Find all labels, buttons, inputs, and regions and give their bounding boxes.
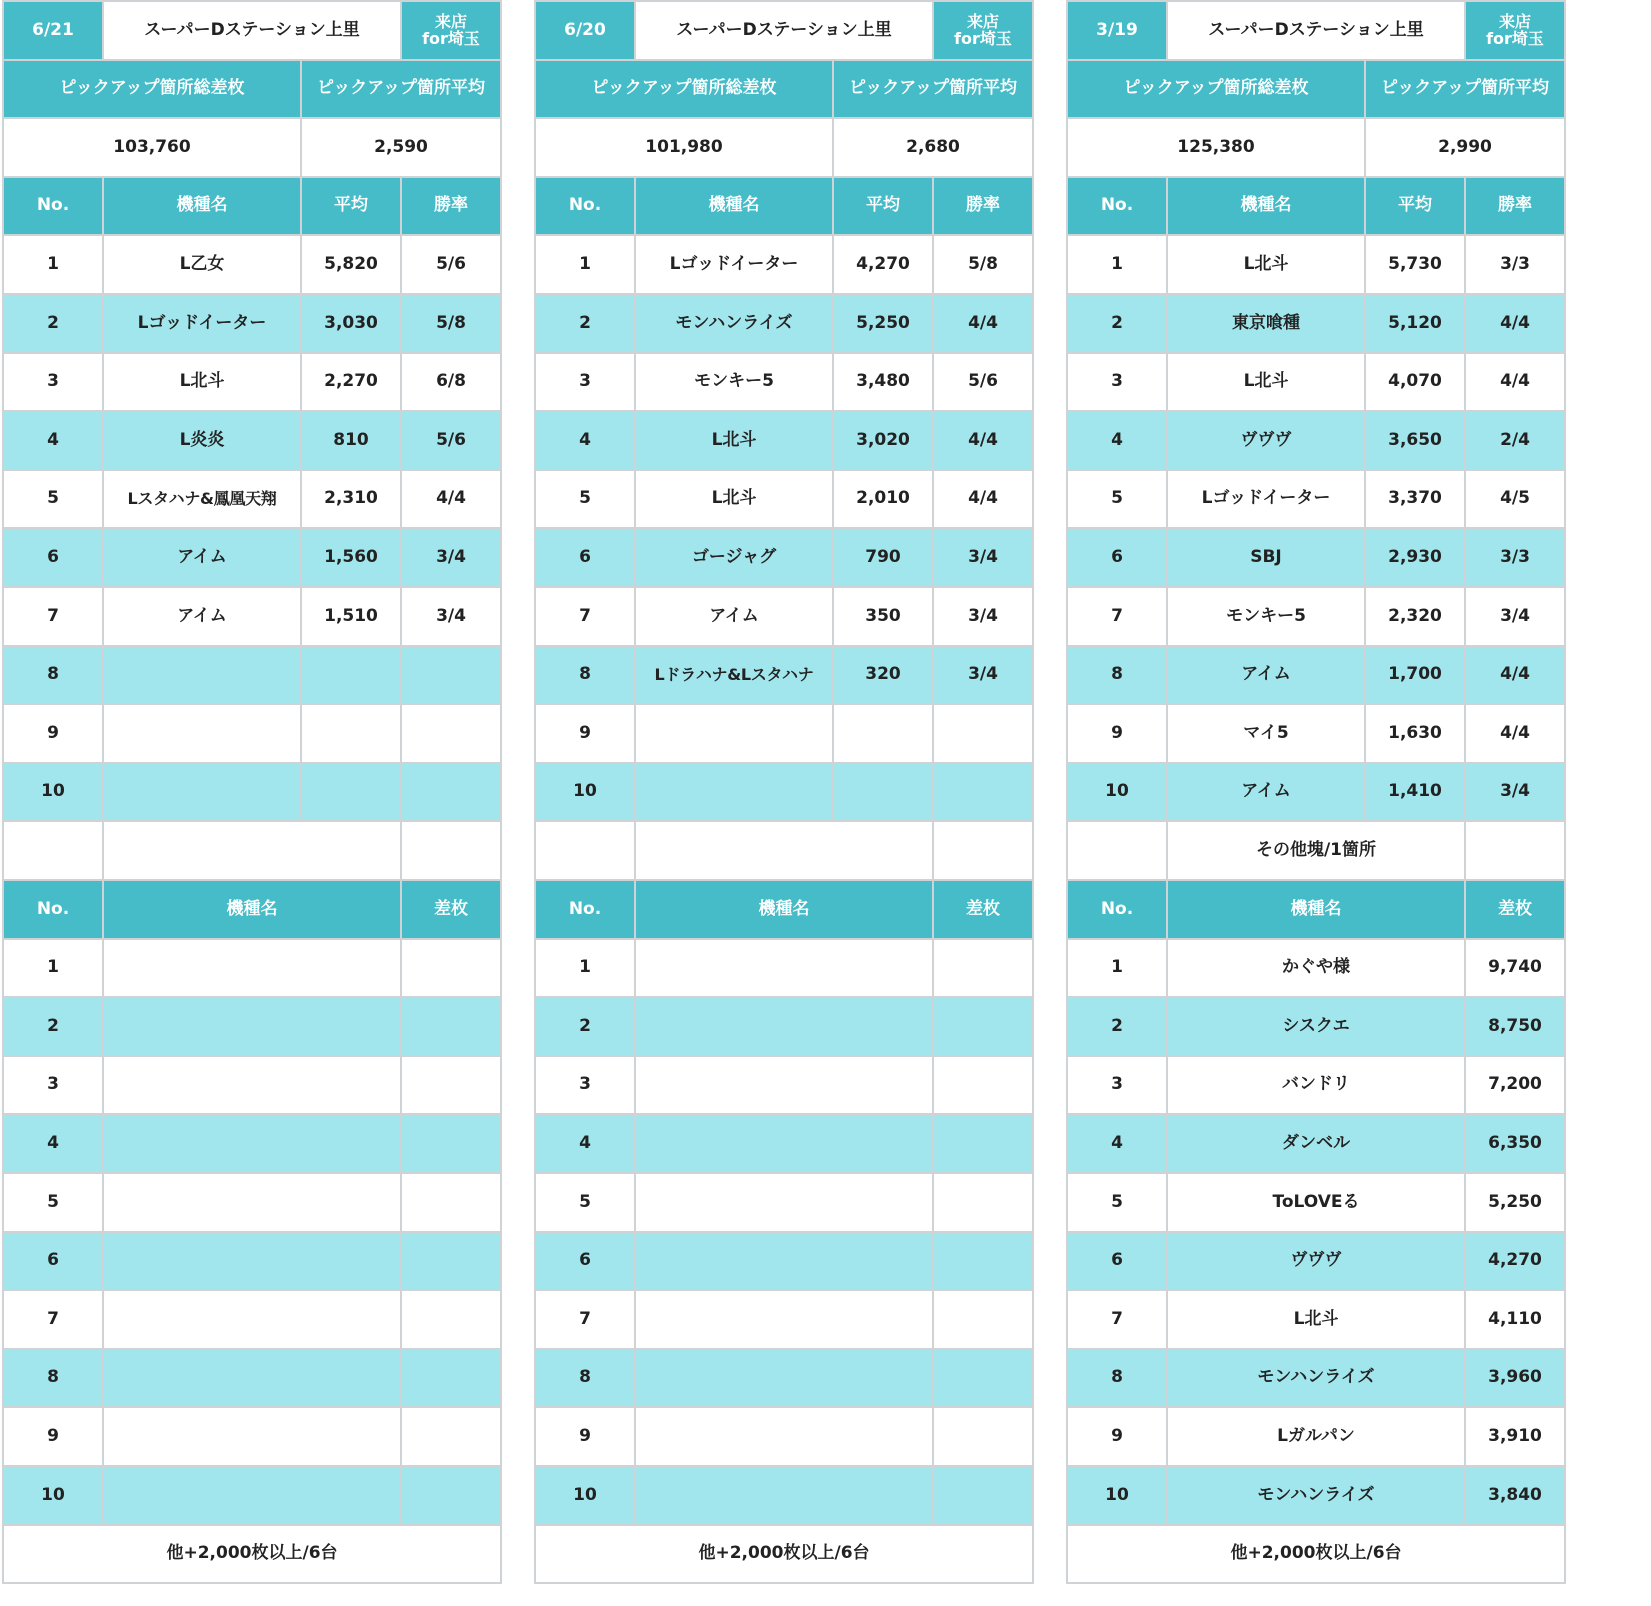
- model-name: [634, 762, 834, 822]
- diff-value: [932, 1231, 1034, 1291]
- row-number: 2: [2, 996, 104, 1057]
- model-name: Lスタハナ&鳳凰天翔: [102, 469, 302, 529]
- date-cell: 6/21: [2, 0, 104, 61]
- win-rate: [932, 703, 1034, 764]
- model-name: [634, 1172, 934, 1233]
- row-number: 4: [534, 1113, 636, 1174]
- row-number: 6: [2, 1231, 104, 1291]
- report-panel-1: [2, 0, 530, 1606]
- row-number: 9: [2, 1406, 104, 1467]
- average-value: [832, 703, 934, 764]
- col-header-model: 機種名: [102, 176, 302, 236]
- model-name: L北斗: [1166, 1289, 1466, 1350]
- row-number: 6: [534, 1231, 636, 1291]
- model-name: Lドラハナ&Lスタハナ: [634, 645, 834, 705]
- model-name: アイム: [1166, 645, 1366, 705]
- model-name: モンキー5: [634, 352, 834, 412]
- model-name: L北斗: [1166, 234, 1366, 295]
- win-rate: 6/8: [400, 352, 502, 412]
- footer-note: 他+2,000枚以上/6台: [2, 1524, 502, 1584]
- model-name: モンハンライズ: [1166, 1465, 1466, 1526]
- row-number: 6: [2, 527, 104, 588]
- row-number: 10: [2, 762, 104, 822]
- model-name: ゴージャグ: [634, 527, 834, 588]
- win-rate: 3/3: [1464, 234, 1566, 295]
- win-rate: 4/4: [1464, 645, 1566, 705]
- note-text: その他塊/1箇所: [1166, 820, 1466, 881]
- row-number: 10: [534, 762, 636, 822]
- row-number: 6: [1066, 527, 1168, 588]
- win-rate: 3/3: [1464, 527, 1566, 588]
- win-rate: 5/6: [400, 410, 502, 471]
- win-rate: 4/4: [1464, 352, 1566, 412]
- row-number: 8: [534, 645, 636, 705]
- win-rate: 5/8: [932, 234, 1034, 295]
- row-number: 5: [2, 469, 104, 529]
- model-name: シスクエ: [1166, 996, 1466, 1057]
- total-diff-value: 103,760: [2, 117, 302, 178]
- average-value: 5,120: [1364, 293, 1466, 354]
- row-number: 10: [534, 1465, 636, 1526]
- win-rate: 4/4: [932, 293, 1034, 354]
- model-name: [634, 938, 934, 998]
- model-name: ヴヴヴ: [1166, 410, 1366, 471]
- total-diff-label: ピックアップ箇所総差枚: [1066, 59, 1366, 119]
- diff-value: 3,840: [1464, 1465, 1566, 1526]
- win-rate: 3/4: [932, 645, 1034, 705]
- col-header-average: 平均: [300, 176, 402, 236]
- row-number: 1: [2, 234, 104, 295]
- model-name: [634, 703, 834, 764]
- row-number: 9: [2, 703, 104, 764]
- diff-value: 9,740: [1464, 938, 1566, 998]
- row-number: 5: [534, 469, 636, 529]
- win-rate: 4/4: [1464, 703, 1566, 764]
- average-value: 3,480: [832, 352, 934, 412]
- row-number: 4: [1066, 1113, 1168, 1174]
- win-rate: 5/6: [932, 352, 1034, 412]
- model-name: [102, 1231, 402, 1291]
- col-header-average: 平均: [1364, 176, 1466, 236]
- model-name: [102, 938, 402, 998]
- model-name: [634, 996, 934, 1057]
- model-name: ToLOVEる: [1166, 1172, 1466, 1233]
- model-name: アイム: [102, 586, 302, 647]
- model-name: [634, 1113, 934, 1174]
- row-number: 6: [1066, 1231, 1168, 1291]
- row-number: 1: [2, 938, 104, 998]
- row-number: 7: [534, 586, 636, 647]
- model-name: [634, 1406, 934, 1467]
- average-value: 2,310: [300, 469, 402, 529]
- note-spacer: [400, 820, 502, 881]
- win-rate: 4/4: [400, 469, 502, 529]
- average-value: 2,590: [300, 117, 502, 178]
- model-name: マイ5: [1166, 703, 1366, 764]
- footer-note: 他+2,000枚以上/6台: [1066, 1524, 1566, 1584]
- diff-value: [932, 1406, 1034, 1467]
- model-name: [102, 996, 402, 1057]
- row-number: 10: [2, 1465, 104, 1526]
- badge-line-2: for埼玉: [954, 28, 1012, 48]
- average-value: 3,020: [832, 410, 934, 471]
- row-number: 3: [534, 352, 636, 412]
- store-name: スーパーDステーション上里: [1166, 0, 1466, 61]
- diff-value: [400, 1406, 502, 1467]
- row-number: 4: [534, 410, 636, 471]
- note-spacer: [932, 820, 1034, 881]
- average-label: ピックアップ箇所平均: [1364, 59, 1566, 119]
- win-rate: 5/8: [400, 293, 502, 354]
- win-rate: [400, 645, 502, 705]
- model-name: [102, 762, 302, 822]
- col-header-win-rate: 勝率: [932, 176, 1034, 236]
- model-name: ダンベル: [1166, 1113, 1466, 1174]
- win-rate: 5/6: [400, 234, 502, 295]
- col-header-diff: 差枚: [1464, 879, 1566, 940]
- note-spacer: [1066, 820, 1168, 881]
- row-number: 2: [1066, 293, 1168, 354]
- model-name: L炎炎: [102, 410, 302, 471]
- win-rate: 4/5: [1464, 469, 1566, 529]
- diff-value: [400, 1465, 502, 1526]
- col-header-diff: 差枚: [932, 879, 1034, 940]
- report-panel-2: [534, 0, 1062, 1606]
- col-header-no: No.: [534, 176, 636, 236]
- win-rate: 2/4: [1464, 410, 1566, 471]
- average-value: [300, 645, 402, 705]
- model-name: モンキー5: [1166, 586, 1366, 647]
- average-value: 2,680: [832, 117, 1034, 178]
- row-number: 7: [2, 1289, 104, 1350]
- diff-value: 4,110: [1464, 1289, 1566, 1350]
- row-number: 9: [1066, 703, 1168, 764]
- diff-value: [400, 1113, 502, 1174]
- average-value: 2,930: [1364, 527, 1466, 588]
- diff-value: [400, 1231, 502, 1291]
- row-number: 8: [1066, 1348, 1168, 1408]
- average-value: 2,320: [1364, 586, 1466, 647]
- average-value: 5,250: [832, 293, 934, 354]
- diff-value: [932, 1055, 1034, 1115]
- average-label: ピックアップ箇所平均: [832, 59, 1034, 119]
- win-rate: 4/4: [932, 469, 1034, 529]
- win-rate: 3/4: [1464, 762, 1566, 822]
- report-panel-3: [1066, 0, 1594, 1606]
- average-label: ピックアップ箇所平均: [300, 59, 502, 119]
- col-header-no: No.: [1066, 176, 1168, 236]
- diff-value: [932, 1348, 1034, 1408]
- badge-line-1: 来店: [1498, 11, 1531, 31]
- model-name: [634, 1348, 934, 1408]
- row-number: 7: [1066, 586, 1168, 647]
- row-number: 5: [2, 1172, 104, 1233]
- row-number: 1: [534, 938, 636, 998]
- average-value: 2,010: [832, 469, 934, 529]
- diff-value: [400, 1172, 502, 1233]
- model-name: L乙女: [102, 234, 302, 295]
- average-value: 5,730: [1364, 234, 1466, 295]
- win-rate: 4/4: [1464, 293, 1566, 354]
- col-header-no: No.: [2, 176, 104, 236]
- row-number: 3: [2, 1055, 104, 1115]
- row-number: 3: [534, 1055, 636, 1115]
- average-value: 4,270: [832, 234, 934, 295]
- model-name: アイム: [102, 527, 302, 588]
- total-diff-label: ピックアップ箇所総差枚: [534, 59, 834, 119]
- model-name: [634, 1465, 934, 1526]
- win-rate: [932, 762, 1034, 822]
- model-name: Lガルパン: [1166, 1406, 1466, 1467]
- model-name: L北斗: [102, 352, 302, 412]
- badge-line-1: 来店: [434, 11, 467, 31]
- date-cell: 3/19: [1066, 0, 1168, 61]
- row-number: 3: [1066, 352, 1168, 412]
- average-value: 1,510: [300, 586, 402, 647]
- model-name: バンドリ: [1166, 1055, 1466, 1115]
- win-rate: 3/4: [932, 527, 1034, 588]
- row-number: 8: [534, 1348, 636, 1408]
- total-diff-value: 125,380: [1066, 117, 1366, 178]
- row-number: 9: [1066, 1406, 1168, 1467]
- col-header-no: No.: [2, 879, 104, 940]
- diff-value: [932, 1289, 1034, 1350]
- model-name: Lゴッドイーター: [1166, 469, 1366, 529]
- average-value: 1,700: [1364, 645, 1466, 705]
- diff-value: [400, 1348, 502, 1408]
- win-rate: 3/4: [1464, 586, 1566, 647]
- row-number: 1: [1066, 234, 1168, 295]
- col-header-win-rate: 勝率: [400, 176, 502, 236]
- col-header-diff: 差枚: [400, 879, 502, 940]
- total-diff-value: 101,980: [534, 117, 834, 178]
- diff-value: [932, 1172, 1034, 1233]
- model-name: L北斗: [634, 410, 834, 471]
- diff-value: [400, 1289, 502, 1350]
- diff-value: 5,250: [1464, 1172, 1566, 1233]
- row-number: 9: [534, 703, 636, 764]
- row-number: 4: [2, 1113, 104, 1174]
- col-header-no: No.: [534, 879, 636, 940]
- badge-line-1: 来店: [966, 11, 999, 31]
- average-value: [300, 703, 402, 764]
- win-rate: 3/4: [400, 527, 502, 588]
- col-header-model: 機種名: [634, 879, 934, 940]
- row-number: 5: [534, 1172, 636, 1233]
- win-rate: 4/4: [932, 410, 1034, 471]
- model-name: [102, 1465, 402, 1526]
- model-name: [634, 1055, 934, 1115]
- row-number: 10: [1066, 762, 1168, 822]
- note-spacer: [2, 820, 104, 881]
- diff-value: [932, 996, 1034, 1057]
- diff-value: [400, 996, 502, 1057]
- average-value: [832, 762, 934, 822]
- visit-badge: [1464, 0, 1566, 61]
- col-header-model: 機種名: [1166, 176, 1366, 236]
- average-value: 3,650: [1364, 410, 1466, 471]
- store-name: スーパーDステーション上里: [102, 0, 402, 61]
- total-diff-label: ピックアップ箇所総差枚: [2, 59, 302, 119]
- average-value: 320: [832, 645, 934, 705]
- average-value: 2,990: [1364, 117, 1566, 178]
- diff-value: 6,350: [1464, 1113, 1566, 1174]
- row-number: 3: [1066, 1055, 1168, 1115]
- win-rate: 3/4: [932, 586, 1034, 647]
- win-rate: 3/4: [400, 586, 502, 647]
- average-value: 1,560: [300, 527, 402, 588]
- average-value: 790: [832, 527, 934, 588]
- average-value: [300, 762, 402, 822]
- model-name: かぐや様: [1166, 938, 1466, 998]
- row-number: 5: [1066, 1172, 1168, 1233]
- col-header-model: 機種名: [1166, 879, 1466, 940]
- model-name: [102, 1289, 402, 1350]
- col-header-model: 機種名: [634, 176, 834, 236]
- average-value: 3,030: [300, 293, 402, 354]
- row-number: 8: [2, 1348, 104, 1408]
- visit-badge: [932, 0, 1034, 61]
- diff-value: 3,910: [1464, 1406, 1566, 1467]
- diff-value: [932, 938, 1034, 998]
- diff-value: 4,270: [1464, 1231, 1566, 1291]
- diff-value: [400, 938, 502, 998]
- col-header-no: No.: [1066, 879, 1168, 940]
- row-number: 2: [2, 293, 104, 354]
- row-number: 7: [1066, 1289, 1168, 1350]
- store-name: スーパーDステーション上里: [634, 0, 934, 61]
- average-value: 350: [832, 586, 934, 647]
- model-name: [634, 1289, 934, 1350]
- model-name: アイム: [1166, 762, 1366, 822]
- note-text: [634, 820, 934, 881]
- model-name: [102, 1348, 402, 1408]
- row-number: 9: [534, 1406, 636, 1467]
- row-number: 2: [534, 293, 636, 354]
- row-number: 2: [534, 996, 636, 1057]
- model-name: ヴヴヴ: [1166, 1231, 1466, 1291]
- diff-value: [400, 1055, 502, 1115]
- col-header-win-rate: 勝率: [1464, 176, 1566, 236]
- model-name: Lゴッドイーター: [102, 293, 302, 354]
- average-value: 2,270: [300, 352, 402, 412]
- average-value: 1,410: [1364, 762, 1466, 822]
- win-rate: [400, 703, 502, 764]
- diff-value: 7,200: [1464, 1055, 1566, 1115]
- row-number: 6: [534, 527, 636, 588]
- diff-value: 8,750: [1464, 996, 1566, 1057]
- model-name: モンハンライズ: [634, 293, 834, 354]
- row-number: 5: [1066, 469, 1168, 529]
- average-value: 5,820: [300, 234, 402, 295]
- visit-badge: [400, 0, 502, 61]
- model-name: [102, 1055, 402, 1115]
- row-number: 2: [1066, 996, 1168, 1057]
- model-name: [102, 1172, 402, 1233]
- model-name: SBJ: [1166, 527, 1366, 588]
- average-value: 810: [300, 410, 402, 471]
- model-name: Lゴッドイーター: [634, 234, 834, 295]
- row-number: 8: [1066, 645, 1168, 705]
- average-value: 4,070: [1364, 352, 1466, 412]
- model-name: [102, 1113, 402, 1174]
- diff-value: [932, 1113, 1034, 1174]
- row-number: 1: [534, 234, 636, 295]
- row-number: 7: [2, 586, 104, 647]
- average-value: 1,630: [1364, 703, 1466, 764]
- badge-line-2: for埼玉: [1486, 28, 1544, 48]
- model-name: 東京喰種: [1166, 293, 1366, 354]
- row-number: 8: [2, 645, 104, 705]
- row-number: 4: [2, 410, 104, 471]
- row-number: 1: [1066, 938, 1168, 998]
- diff-value: [932, 1465, 1034, 1526]
- row-number: 10: [1066, 1465, 1168, 1526]
- model-name: [634, 1231, 934, 1291]
- model-name: [102, 703, 302, 764]
- row-number: 7: [534, 1289, 636, 1350]
- col-header-model: 機種名: [102, 879, 402, 940]
- note-spacer: [1464, 820, 1566, 881]
- diff-value: 3,960: [1464, 1348, 1566, 1408]
- footer-note: 他+2,000枚以上/6台: [534, 1524, 1034, 1584]
- average-value: 3,370: [1364, 469, 1466, 529]
- badge-line-2: for埼玉: [422, 28, 480, 48]
- col-header-average: 平均: [832, 176, 934, 236]
- row-number: 4: [1066, 410, 1168, 471]
- note-text: [102, 820, 402, 881]
- row-number: 3: [2, 352, 104, 412]
- model-name: L北斗: [634, 469, 834, 529]
- win-rate: [400, 762, 502, 822]
- model-name: アイム: [634, 586, 834, 647]
- model-name: L北斗: [1166, 352, 1366, 412]
- date-cell: 6/20: [534, 0, 636, 61]
- note-spacer: [534, 820, 636, 881]
- model-name: モンハンライズ: [1166, 1348, 1466, 1408]
- model-name: [102, 1406, 402, 1467]
- model-name: [102, 645, 302, 705]
